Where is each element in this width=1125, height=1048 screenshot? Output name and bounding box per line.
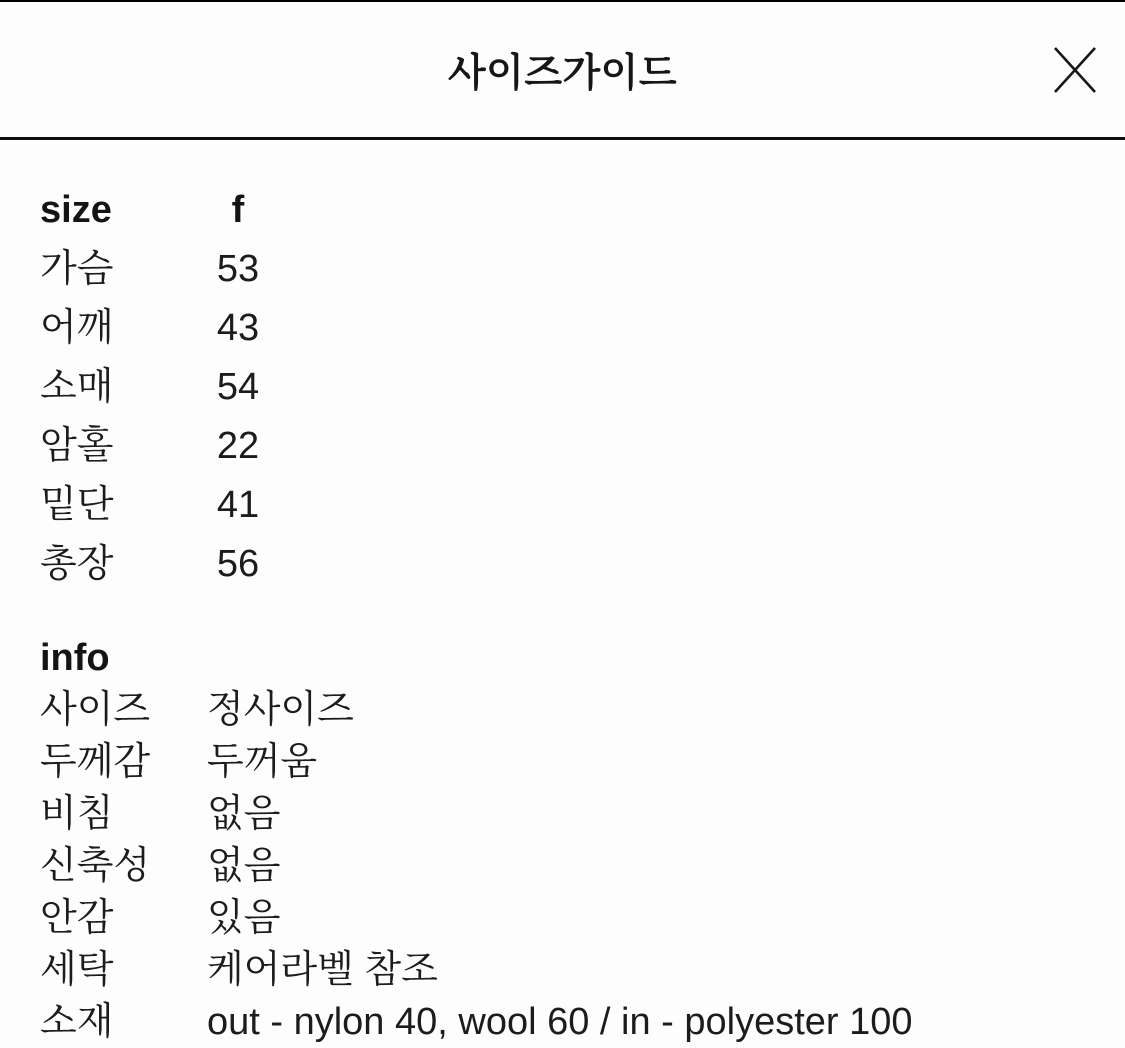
- info-label: 사이즈: [40, 689, 151, 731]
- info-value: 없음: [207, 845, 281, 887]
- measurement-label: 어깨: [40, 306, 114, 349]
- info-table-row: [40, 684, 1085, 736]
- info-value: 정사이즈: [207, 689, 354, 731]
- size-table-row: [40, 298, 1085, 357]
- size-table-row: [40, 475, 1085, 534]
- info-value: 있음: [207, 897, 281, 939]
- modal-header: [0, 2, 1125, 140]
- info-table-row: [40, 996, 1085, 1048]
- size-table-row: [40, 239, 1085, 298]
- measurement-value: 54: [216, 365, 260, 408]
- measurement-label: 밑단: [40, 483, 114, 526]
- size-guide-modal: [0, 2, 1125, 1048]
- info-label: 안감: [40, 897, 114, 939]
- info-value: 두꺼움: [207, 741, 318, 783]
- info-label: 신축성: [40, 845, 151, 887]
- info-table-row: [40, 788, 1085, 840]
- info-label: 비침: [40, 793, 114, 835]
- info-label: 두께감: [40, 741, 151, 783]
- info-value: 케어라벨 참조: [207, 949, 438, 991]
- info-table-rows: [40, 684, 1085, 1048]
- measurement-label: 암홀: [40, 424, 114, 467]
- info-table-row: [40, 892, 1085, 944]
- modal-body: [0, 140, 1125, 1048]
- size-column-header: size: [40, 188, 112, 231]
- size-table-row: [40, 357, 1085, 416]
- measurement-value: 56: [216, 542, 260, 585]
- size-table-row: [40, 534, 1085, 593]
- info-value: 없음: [207, 793, 281, 835]
- measurement-value: 43: [216, 306, 260, 349]
- measurement-label: 총장: [40, 542, 114, 585]
- size-table-row: [40, 416, 1085, 475]
- size-table: [40, 180, 1085, 593]
- size-value-column-header: f: [231, 188, 245, 231]
- measurement-value: 22: [216, 424, 260, 467]
- info-heading: info: [40, 636, 110, 679]
- measurement-label: 소매: [40, 365, 114, 408]
- size-table-rows: [40, 239, 1085, 593]
- info-label: 소재: [40, 1001, 114, 1043]
- size-table-header-row: [40, 180, 1085, 239]
- close-icon: [1052, 46, 1098, 94]
- measurement-value: 53: [216, 247, 260, 290]
- info-value: out - nylon 40, wool 60 / in - polyester 100: [207, 1001, 913, 1043]
- info-label: 세탁: [40, 949, 114, 991]
- measurement-label: 가슴: [40, 247, 114, 290]
- info-table-row: [40, 840, 1085, 892]
- info-heading-row: [40, 632, 1085, 684]
- info-table-row: [40, 944, 1085, 996]
- close-button[interactable]: [1049, 44, 1101, 96]
- info-table: [40, 632, 1085, 1048]
- measurement-value: 41: [216, 483, 260, 526]
- info-table-row: [40, 736, 1085, 788]
- modal-title: 사이즈가이드: [447, 51, 678, 95]
